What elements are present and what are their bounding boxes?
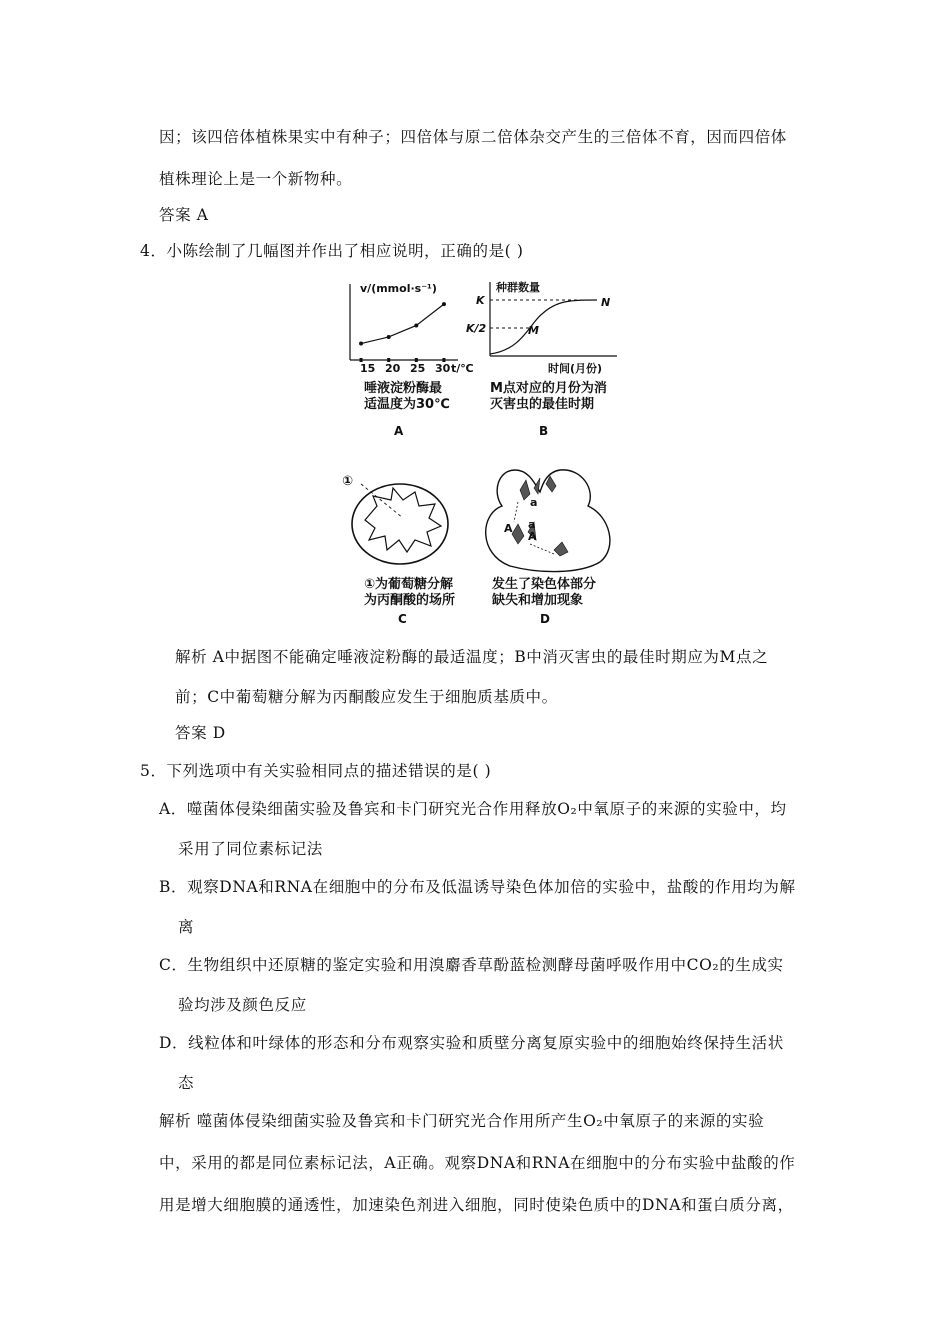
figure-c-letter: C xyxy=(398,612,407,626)
figure-a-caption-line1: 唾液淀粉酶最 xyxy=(364,381,443,396)
q4-stem: 4．小陈绘制了几幅图并作出了相应说明，正确的是( ) xyxy=(140,242,524,260)
figure-d-chromosome xyxy=(512,524,524,544)
q4-analysis-line1: 解析 A中据图不能确定唾液淀粉酶的最适温度；B中消灭害虫的最佳时期应为M点之 xyxy=(175,648,769,666)
q5-stem: 5．下列选项中有关实验相同点的描述错误的是( ) xyxy=(140,762,492,780)
q5-option-d-line1: D．线粒体和叶绿体的形态和分布观察实验和质壁分离复原实验中的细胞始终保持生活状 xyxy=(159,1034,784,1052)
figure-d-spindle-line xyxy=(514,502,518,522)
figure-a-letter: A xyxy=(394,424,404,438)
figure-d-caption-line1: 发生了染色体部分 xyxy=(492,577,597,592)
figure-c-caption-line1: ①为葡萄糖分解 xyxy=(364,577,454,592)
q5-option-b-line2: 离 xyxy=(178,918,195,936)
figure-a-data-point xyxy=(359,342,363,346)
figure-a-data-point xyxy=(387,335,391,339)
figure-b-caption-line1: M点对应的月份为消 xyxy=(490,381,607,396)
figure-d-label-A-left: A xyxy=(504,522,513,535)
figure-d-chromosome xyxy=(546,476,556,492)
q3-answer: 答案 A xyxy=(159,206,209,224)
figure-d-label-a-top: a xyxy=(530,496,538,509)
figure-b-k2-label: K/2 xyxy=(466,322,487,335)
figure-b-ylabel: 种群数量 xyxy=(496,281,540,294)
q5-option-a-line1: A．噬菌体侵染细菌实验及鲁宾和卡门研究光合作用释放O₂中氧原子的来源的实验中，均 xyxy=(159,800,787,818)
figure-c-mark: ① xyxy=(342,474,354,489)
figure-b-growth-curve xyxy=(490,300,597,354)
figure-d-spindle-line xyxy=(530,544,554,554)
figure-a-tick-15: 15 xyxy=(360,362,376,375)
figure-a-data-point xyxy=(442,302,446,306)
q5-option-b-line1: B．观察DNA和RNA在细胞中的分布及低温诱导染色体加倍的实验中，盐酸的作用均为解 xyxy=(159,878,796,896)
figure-b-m-label: M xyxy=(528,324,539,337)
figure-a-caption-line2: 适温度为30℃ xyxy=(364,397,450,412)
figure-d-label-a-right: a xyxy=(528,518,536,531)
figure-d-label-A-right: A xyxy=(528,530,537,543)
figure-a-series-line xyxy=(361,304,444,343)
figure-a-xlabel: t/℃ xyxy=(451,362,474,375)
figure-a-tick-25: 25 xyxy=(410,362,426,375)
figure-b-letter: B xyxy=(539,424,549,438)
q3-text-line2: 植株理论上是一个新物种。 xyxy=(159,170,353,188)
figure-b-n-label: N xyxy=(601,296,611,309)
q5-analysis-line1: 解析 噬菌体侵染细菌实验及鲁宾和卡门研究光合作用所产生O₂中氧原子的来源的实验 xyxy=(159,1112,765,1130)
q5-option-c-line1: C．生物组织中还原糖的鉴定实验和用溴麝香草酚蓝检测酵母菌呼吸作用中CO₂的生成实 xyxy=(159,956,784,974)
figure-c-mitochondrion xyxy=(345,470,455,570)
figure-c-caption-line2: 为丙酮酸的场所 xyxy=(364,593,456,608)
q4-answer: 答案 D xyxy=(175,724,226,742)
figure-c-cristae xyxy=(365,488,441,552)
figure-a-ylabel: v/(mmol·s⁻¹) xyxy=(360,282,437,295)
figure-a-tick-20: 20 xyxy=(385,362,401,375)
q5-analysis-line3: 用是增大细胞膜的通透性，加速染色剂进入细胞，同时使染色质中的DNA和蛋白质分离， xyxy=(159,1196,794,1214)
figure-a-tick-30: 30 xyxy=(435,362,451,375)
figure-d-chromosome xyxy=(554,542,568,556)
q5-option-d-line2: 态 xyxy=(178,1074,195,1092)
figure-d-letter: D xyxy=(540,612,550,626)
figure-d-caption-line2: 缺失和增加现象 xyxy=(492,593,584,608)
figure-c-pointer-line xyxy=(361,484,403,518)
figure-b-k-label: K xyxy=(476,294,485,307)
q3-text-line1: 因；该四倍体植株果实中有种子；四倍体与原二倍体杂交产生的三倍体不育，因而四倍体 xyxy=(159,128,787,146)
q4-analysis-line2: 前；C中葡萄糖分解为丙酮酸应发生于细胞质基质中。 xyxy=(175,688,558,706)
figure-b-caption-line2: 灭害虫的最佳时期 xyxy=(490,397,595,412)
q5-analysis-line2: 中，采用的都是同位素标记法，A正确。观察DNA和RNA在细胞中的分布实验中盐酸的作 xyxy=(159,1154,796,1172)
q5-option-c-line2: 验均涉及颜色反应 xyxy=(178,996,307,1014)
q5-option-a-line2: 采用了同位素标记法 xyxy=(178,840,323,858)
figure-d-dividing-cell xyxy=(470,462,620,574)
figure-a-data-point xyxy=(414,323,418,327)
figure-b-xlabel: 时间(月份) xyxy=(548,362,603,375)
figure-d-chromosome xyxy=(520,480,530,500)
